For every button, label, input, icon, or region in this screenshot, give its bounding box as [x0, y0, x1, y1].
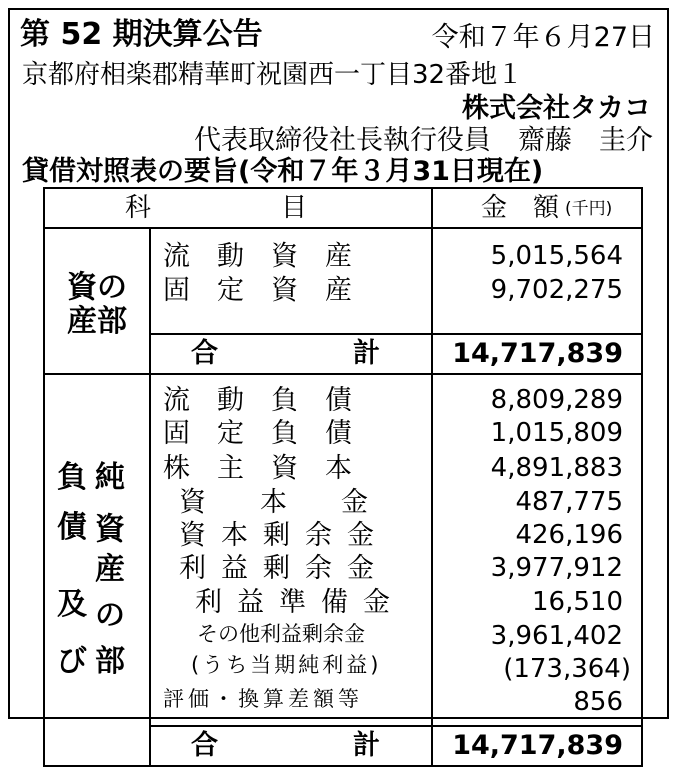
liab-row-label: 利益準備金 [195, 587, 405, 618]
liab-left-char: 債 [57, 510, 87, 545]
asset-row-amount: 9,702,275 [490, 275, 623, 305]
liab-row-label: 株 主 資 本 [163, 453, 352, 484]
assets-total-amount-cell [432, 334, 642, 374]
liab-row-amount: 16,510 [532, 587, 623, 617]
liab-right-char: の [95, 598, 125, 633]
liab-row-label: 資 本 金 [179, 487, 368, 518]
assets-label-line1: 資の [67, 270, 127, 305]
liab-row-label: その他利益剰余金 [197, 622, 365, 646]
assets-amounts [432, 228, 642, 334]
liab-row-amount: 426,196 [515, 520, 623, 550]
amount-column-header [432, 188, 642, 228]
balance-sheet-table [43, 187, 643, 767]
liab-left-char: 及 [57, 587, 87, 622]
liab-right-char: 産 [95, 552, 125, 587]
notice-title: 第 52 期決算公告 [20, 17, 263, 52]
liab-row-amount: 4,891,883 [490, 453, 623, 483]
liabilities-total-label-cell [150, 726, 432, 766]
liab-row-amount: 1,015,809 [490, 418, 623, 448]
liabilities-items [150, 374, 432, 726]
liab-right-char: 純 [95, 460, 125, 495]
liab-row-amount: 856 [573, 687, 623, 717]
liab-row-label: (うち当期純利益) [191, 653, 382, 677]
liab-row-label: 流 動 負 債 [163, 385, 352, 416]
company-name: 株式会社タカコ [462, 93, 651, 124]
liab-row-label: 資本剰余金 [179, 520, 389, 551]
assets-total-label: 合 計 [191, 338, 380, 369]
unit-label: (千円) [565, 199, 613, 219]
liabilities-category [44, 374, 150, 766]
representative: 代表取締役社長執行役員 齋藤 圭介 [194, 125, 653, 156]
notice-date: 令和７年６月27日 [431, 22, 655, 53]
amount-header-label: 金 額 [481, 193, 560, 223]
liab-row-amount: 3,961,402 [490, 621, 623, 651]
liab-row-label: 評価・換算差額等 [163, 687, 363, 711]
liab-right-char: 部 [95, 644, 125, 679]
table-header-row [44, 188, 642, 228]
assets-total-label-cell [150, 334, 432, 374]
liab-row-label: 固 定 負 債 [163, 418, 352, 449]
statement-title: 貸借対照表の要旨(令和７年３月31日現在) [22, 156, 544, 187]
assets-category [44, 228, 150, 374]
assets-section [44, 228, 642, 334]
liabilities-amounts [432, 374, 642, 726]
liab-right-char: 資 [95, 512, 125, 547]
liab-row-amount: 3,977,912 [490, 553, 623, 583]
liab-row-amount: 8,809,289 [490, 385, 623, 415]
asset-row-label: 流 動 資 産 [163, 241, 352, 272]
assets-label-line2: 産部 [67, 304, 127, 339]
liabilities-section [44, 374, 642, 726]
company-address: 京都府相楽郡精華町祝園西一丁目32番地１ [22, 60, 524, 90]
liab-row-label: 利益剰余金 [179, 553, 389, 584]
assets-total-amount: 14,717,839 [452, 338, 623, 369]
asset-row-amount: 5,015,564 [490, 241, 623, 271]
liab-row-amount: (173,364) [503, 654, 631, 684]
asset-row-label: 固 定 資 産 [163, 275, 352, 306]
item-column-header [44, 188, 432, 228]
liabilities-total-amount: 14,717,839 [452, 730, 623, 761]
liab-left-char: 負 [57, 460, 87, 495]
liab-left-char: び [57, 644, 87, 679]
liabilities-total-label: 合 計 [191, 730, 380, 761]
item-header-label: 科 目 [125, 193, 308, 223]
liabilities-total-amount-cell [432, 726, 642, 766]
assets-items [150, 228, 432, 334]
liab-row-amount: 487,775 [515, 487, 623, 517]
